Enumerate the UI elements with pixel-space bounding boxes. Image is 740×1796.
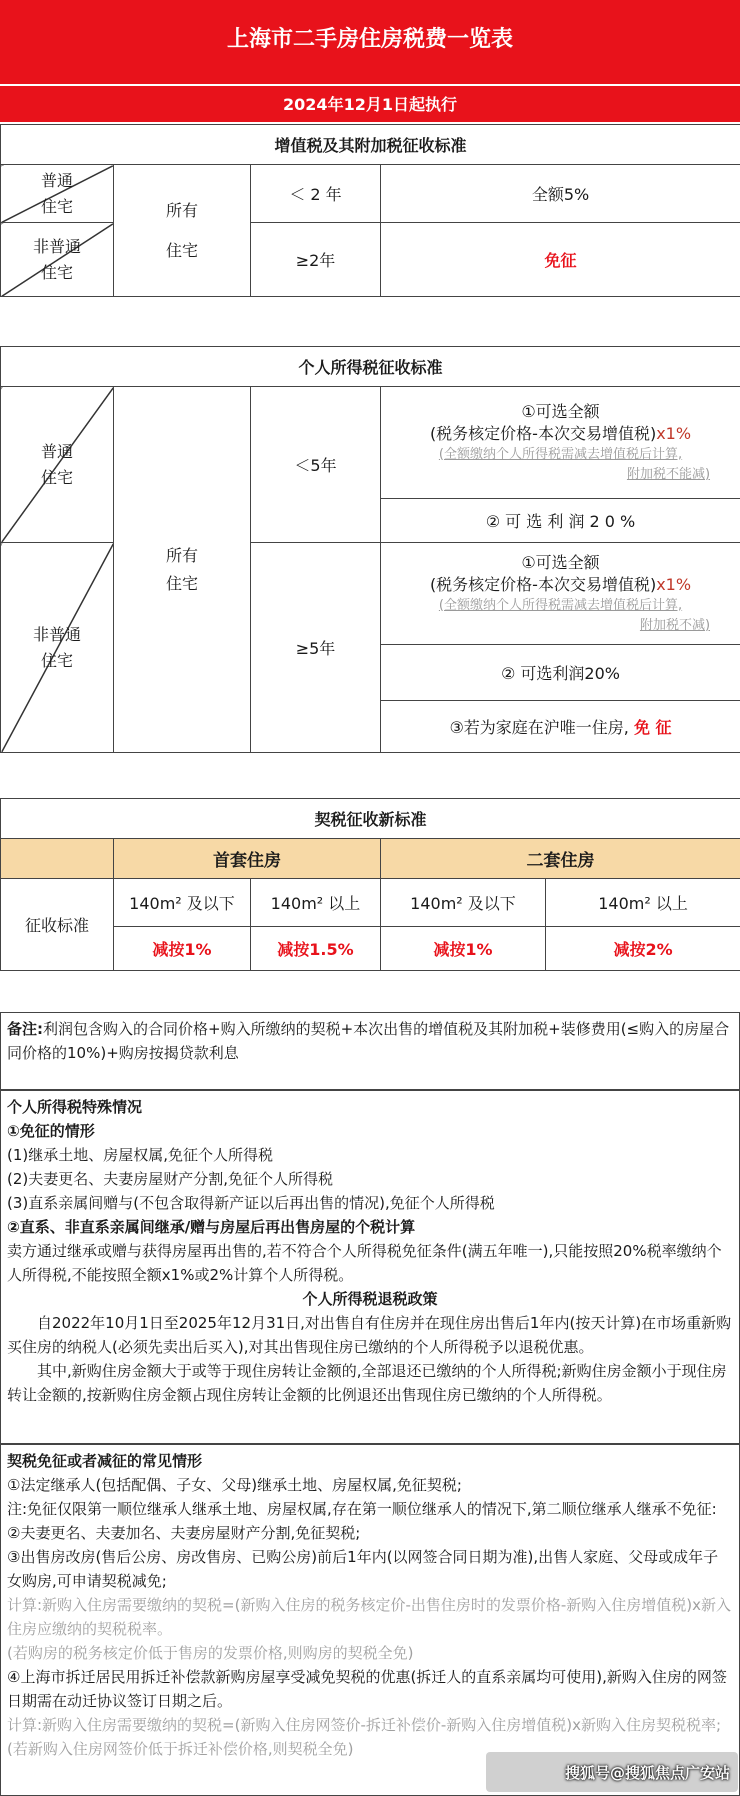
vat-table: [0, 124, 740, 297]
vat-title: 增值税及其附加税征收标准: [1, 125, 740, 165]
iit-lt5-note-a: (全额缴纳个人所得税需减去增值税后计算,: [438, 446, 683, 462]
deed-size-3: 140m² 及以下: [381, 879, 546, 927]
special-relatives-text: 卖方通过继承或赠与获得房屋再出售的,若不符合个人所得税免征条件(满五年唯一),只能按照20%税率缴纳个人所得税,不能按照全额x1%或2%计算个人所得税。: [7, 1242, 722, 1284]
vat-ge2-years: ≥2年: [251, 223, 381, 297]
vat-ordinary-label: 普通 住宅: [1, 165, 114, 223]
deed-second-home: 二套住房: [381, 839, 740, 879]
iit-lt5-years: ＜5年: [251, 387, 381, 543]
deed-rate-4: 减按2%: [546, 927, 740, 971]
exempt-line-1: ①法定继承人(包括配偶、子女、父母)继承土地、房屋权属,免征契税;: [7, 1476, 462, 1494]
iit-lt5-formula: (税务核定价格-本次交易增值税): [429, 423, 657, 443]
watermark: 搜狐号@搜狐焦点广安站: [486, 1752, 738, 1792]
deed-rate-3: 减按1%: [381, 927, 546, 971]
iit-family-exempt-label: 免 征: [633, 718, 672, 737]
exempt-line-4: ③出售房改房(售后公房、房改售房、已购公房)前后1年内(以网签合同日期为准),出售人家庭、父母或成年子女购房,可申请契税减免;: [7, 1548, 719, 1590]
exempt-line-2: 注:免征仅限第一顺位继承人继承土地、房屋权属,存在第一顺位继承人的情况下,第二顺位继承人继承不免征:: [7, 1500, 717, 1518]
deed-size-1: 140m² 及以下: [114, 879, 251, 927]
deed-rate-1: 减按1%: [114, 927, 251, 971]
iit-lt5-opt-full: ①可选全额: [521, 401, 600, 421]
deed-title: 契税征收新标准: [1, 799, 740, 839]
deed-exempt-block: [0, 1444, 740, 1796]
iit-family-exempt: [381, 701, 740, 753]
special-exempt-title: ①免征的情形: [7, 1122, 95, 1140]
exempt-line-5: 计算:新购入住房需要缴纳的契税=(新购入住房的税务核定价-出售住房时的发票价格-新购入住房增值税)x新入住房应缴纳的契税税率。: [7, 1596, 732, 1638]
refund-paragraph-2: 其中,新购住房金额大于或等于现住房转让金额的,全部退还已缴纳的个人所得税;新购住房金额小于现住房转让金额的,按新购住房金额占现住房转让金额的比例退还出售现住房已缴纳的个人所得税。: [7, 1362, 727, 1404]
iit-ge5-years: ≥5年: [251, 543, 381, 753]
iit-ge5-note-a: (全额缴纳个人所得税需减去增值税后计算,: [438, 597, 683, 613]
iit-ordinary-label: 普通 住宅: [1, 387, 114, 543]
iit-lt5-profit-option: ② 可 选 利 润 2 0 %: [381, 499, 740, 543]
deed-corner: [1, 839, 114, 879]
iit-family-text: ③若为家庭在沪唯一住房,: [449, 718, 629, 737]
special-item-2: (2)夫妻更名、夫妻房屋财产分割,免征个人所得税: [7, 1170, 334, 1188]
special-item-1: (1)继承土地、房屋权属,免征个人所得税: [7, 1146, 274, 1164]
iit-table: [0, 346, 740, 753]
deed-size-4: 140m² 以上: [546, 879, 740, 927]
note-block: [0, 1012, 740, 1090]
vat-lt2-years: ＜ 2 年: [251, 165, 381, 223]
refund-title: 个人所得税退税政策: [302, 1290, 438, 1308]
vat-ge2-rate: 免征: [381, 223, 740, 297]
page-header: [0, 0, 740, 122]
iit-ge5-x1: x1%: [656, 574, 692, 594]
iit-lt5-full-option: [381, 387, 740, 499]
iit-ge5-profit-option: ② 可选利润20%: [381, 645, 740, 701]
vat-lt2-rate: 全额5%: [381, 165, 740, 223]
deed-tax-table: [0, 798, 740, 971]
iit-ge5-formula: (税务核定价格-本次交易增值税): [429, 574, 657, 594]
deed-standard-label: 征收标准: [1, 879, 114, 971]
page-title: 上海市二手房住房税费一览表: [226, 27, 513, 52]
exempt-line-7: ④上海市拆迁居民用拆迁补偿款新购房屋享受减免契税的优惠(拆迁人的直系亲属均可使用),新购入住房的网签日期需在动迁协议签订日期之后。: [7, 1668, 727, 1710]
effective-date: 2024年12月1日起执行: [283, 95, 457, 114]
iit-ge5-full-option: [381, 543, 740, 645]
note-label: 备注:: [7, 1020, 43, 1038]
header-divider: [0, 84, 740, 86]
exempt-line-3: ②夫妻更名、夫妻加名、夫妻房屋财产分割,免征契税;: [7, 1524, 361, 1542]
iit-lt5-note-b: 附加税不能减): [626, 466, 711, 482]
deed-first-home: 首套住房: [114, 839, 381, 879]
special-item-3: (3)直系亲属间赠与(不包含取得新产证以后再出售的情况),免征个人所得税: [7, 1194, 495, 1212]
special-title: 个人所得税特殊情况: [7, 1098, 143, 1116]
iit-title: 个人所得税征收标准: [1, 347, 740, 387]
deed-size-2: 140m² 以上: [251, 879, 381, 927]
exempt-line-6: (若购房的税务核定价低于售房的发票价格,则购房的契税全免): [7, 1644, 414, 1662]
iit-lt5-x1: x1%: [656, 423, 692, 443]
note-text: 利润包含购入的合同价格+购入所缴纳的契税+本次出售的增值税及其附加税+装修费用(≤购入的房屋合同价格的10%)+购房按揭贷款利息: [7, 1020, 730, 1062]
special-relatives-title: ②直系、非直系亲属间继承/赠与房屋后再出售房屋的个税计算: [7, 1218, 416, 1236]
vat-non-ordinary-label: 非普通 住宅: [1, 223, 114, 297]
deed-rate-2: 减按1.5%: [251, 927, 381, 971]
refund-paragraph-1: 自2022年10月1日至2025年12月31日,对出售自有住房并在现住房出售后1年内(按天计算)在市场重新购买住房的纳税人(必须先卖出后买入),对其出售现住房已缴纳的个人所得税予以退税优惠。: [7, 1314, 732, 1356]
exempt-line-8: 计算:新购入住房需要缴纳的契税=(新购入住房网签价-拆迁补偿价-新购入住房增值税)x新购入住房契税税率;(若新购入住房网签价低于拆迁补偿价格,则契税全免): [7, 1716, 722, 1758]
exempt-title: 契税免征或者减征的常见情形: [7, 1452, 203, 1470]
iit-non-ordinary-label: 非普通 住宅: [1, 543, 114, 753]
iit-ge5-opt-full: ①可选全额: [521, 552, 600, 572]
iit-ge5-note-b: 附加税不减): [639, 617, 711, 633]
iit-all-housing: 所有 住宅: [114, 387, 251, 753]
vat-all-housing: 所有 住宅: [114, 165, 251, 297]
iit-special-block: [0, 1090, 740, 1444]
